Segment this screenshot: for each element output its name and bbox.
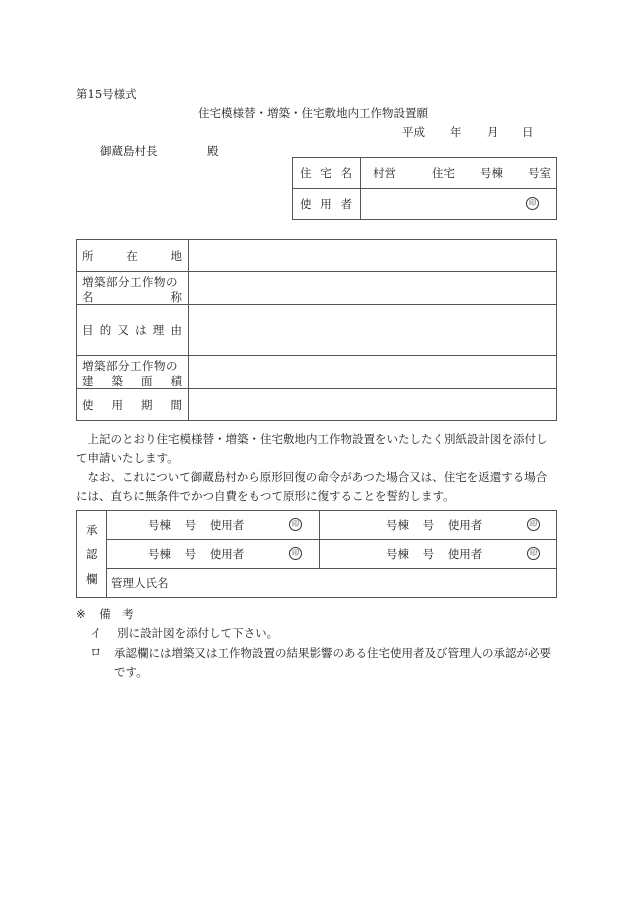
user-label: 使用者 <box>447 547 483 561</box>
manager-name-field[interactable] <box>180 570 554 596</box>
room-number-label: 号 <box>422 518 435 532</box>
addressee: 御蔵島村長 <box>100 144 158 158</box>
user-label: 使用者 <box>209 547 245 561</box>
approval-cell[interactable] <box>148 546 244 562</box>
date-era: 平成 <box>402 125 425 139</box>
approval-cell[interactable] <box>386 517 482 533</box>
seal-icon: 印 <box>289 518 302 531</box>
purpose-field[interactable] <box>190 306 554 354</box>
room-number-label: 号 <box>184 547 197 561</box>
housing-room: 号室 <box>528 166 551 180</box>
date-month: 月 <box>487 125 499 139</box>
user-label: 使 用 者 <box>300 197 352 211</box>
seal-icon: 印 <box>527 518 540 531</box>
building-number-label: 号棟 <box>148 518 171 532</box>
housing-type: 住宅 <box>432 166 455 180</box>
seal-icon: 印 <box>527 547 540 560</box>
building-number-label: 号棟 <box>386 547 409 561</box>
user-label: 使用者 <box>209 518 245 532</box>
approval-label-1: 承 <box>86 523 98 537</box>
room-number-label: 号 <box>422 547 435 561</box>
date-day: 日 <box>522 125 534 139</box>
structure-name-label-line2: 名 称 <box>82 290 182 304</box>
purpose-label: 目 的 又 は 理 由 <box>82 323 182 337</box>
building-area-label-line2: 建 築 面 積 <box>82 374 182 388</box>
building-area-field[interactable] <box>190 357 554 387</box>
building-area-label-line1: 増築部分工作物の <box>82 359 178 373</box>
date-year: 年 <box>450 125 462 139</box>
usage-period-field[interactable] <box>190 390 554 419</box>
form-title: 住宅模様替・増築・住宅敷地内工作物設置願 <box>198 106 428 120</box>
seal-icon: 印 <box>289 547 302 560</box>
housing-name-label: 住 宅 名 <box>300 166 352 180</box>
usage-period-label: 使 用 期 間 <box>82 398 182 412</box>
pledge-paragraph: なお、これについて御蔵島村から原形回復の命令があつた場合又は、住宅を返還する場合には、直ちに無条件でかつ自費をもつて原形に復することを誓約します。 <box>76 470 548 503</box>
structure-name-field[interactable] <box>190 273 554 303</box>
approval-cell[interactable] <box>386 546 482 562</box>
approval-label-2: 認 <box>86 547 98 561</box>
housing-building: 号棟 <box>480 166 503 180</box>
notes-heading: ※ 備 考 <box>76 607 134 621</box>
housing-village: 村営 <box>373 166 396 180</box>
room-number-label: 号 <box>184 518 197 532</box>
form-number: 第15号様式 <box>76 87 137 101</box>
building-number-label: 号棟 <box>386 518 409 532</box>
note-item: イ 別に設計図を添付して下さい。 <box>90 626 279 640</box>
building-number-label: 号棟 <box>148 547 171 561</box>
note-item: ロ <box>90 645 102 659</box>
application-paragraph: 上記のとおり住宅模様替・増築・住宅敷地内工作物設置をいたしたく別紙設計図を添付して申請いたします。 <box>76 432 548 465</box>
reference-mark-icon: ※ <box>76 607 86 621</box>
location-field[interactable] <box>190 241 554 270</box>
seal-icon: 印 <box>526 197 539 210</box>
structure-name-label-line1: 増築部分工作物の <box>82 275 178 289</box>
approval-cell[interactable] <box>148 517 244 533</box>
location-label: 所 在 地 <box>82 249 182 263</box>
manager-name-label: 管理人氏名 <box>111 576 169 590</box>
approval-label-3: 欄 <box>86 572 98 586</box>
honorific: 殿 <box>207 144 219 158</box>
user-label: 使用者 <box>447 518 483 532</box>
note-item-text: 承認欄には増築又は工作物設置の結果影響のある住宅使用者及び管理人の承認が必要です。 <box>114 646 551 679</box>
